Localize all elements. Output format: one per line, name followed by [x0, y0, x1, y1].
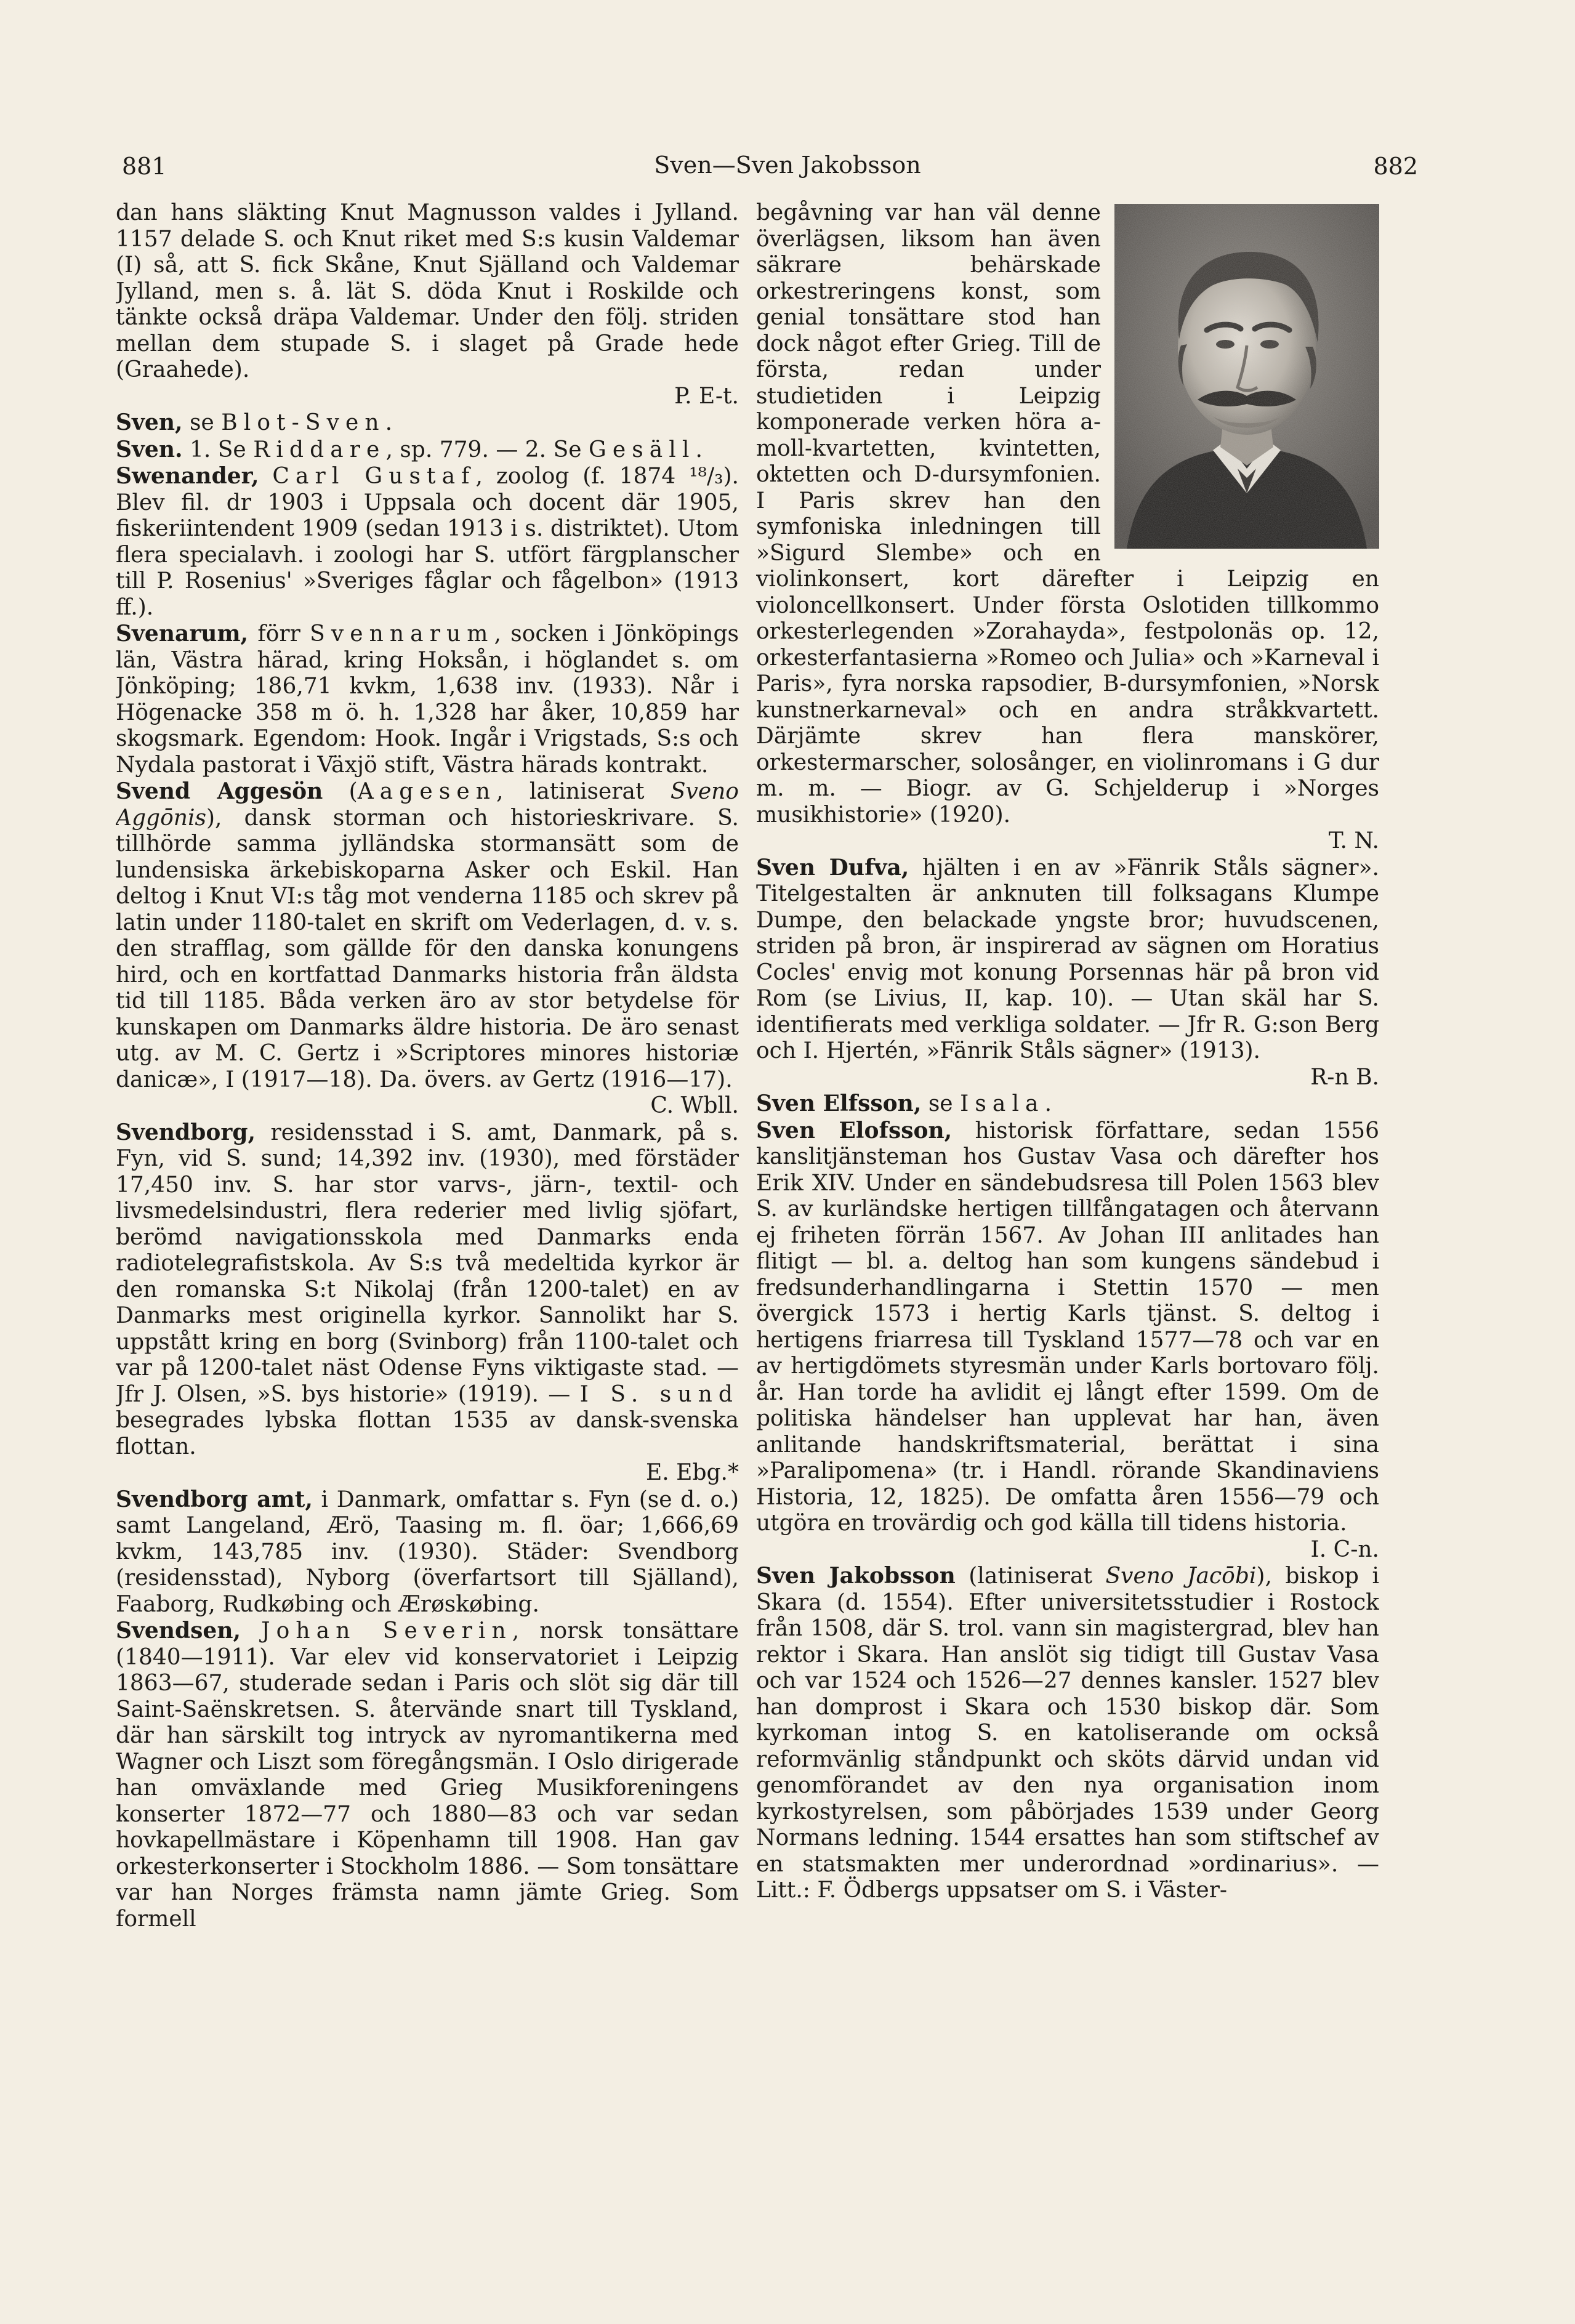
entry-text: Carl Gustaf: [272, 464, 476, 489]
entry-headword: Svendborg amt,: [116, 1486, 313, 1512]
entry-headword: Svendborg,: [116, 1119, 256, 1145]
entry-headword: Svendsen,: [116, 1618, 241, 1644]
entry-headword: Sven Jakobsson: [756, 1563, 956, 1589]
entry-text: Sveno Jacōbi: [1105, 1563, 1257, 1589]
article-entry: [116, 1120, 739, 1487]
author-signature: P. E-t.: [674, 383, 739, 409]
entry-text: Gesäll.: [588, 437, 709, 462]
entry-text: , zoolog (f. 1874 ¹⁸/₃). Blev fil. dr 1903 i Uppsala och docent där 1905, fiskeriintendent 1909 (sedan 1913 i s. distriktet). Utom flera specialavh. i zoologi har S. utfört färgplanscher till P. Rosenius' »Sveriges fåglar och fågelbon» (1913 ff.).: [116, 464, 739, 620]
entry-text: begåvning var han väl denne överlägsen, liksom han även säkrare behärskade orkestreringens konst, som genial tonsättare stod han dock något efter Grieg. Till de första, redan under studietiden i Leipzig komponerade verken höra a-moll-kvartetten, kvintetten, oktetten och D-dursymfonien. I Paris skrev han den symfoniska inledningen till »Sigurd Slembe» och en violinkonsert, kort därefter i Leipzig en violoncellkonsert. Under första Oslotiden tillkommo orkesterlegenden »Zorahayda», festpolonäs op. 12, orkesterfantasierna »Romeo och Julia» och »Karneval i Paris», fyra norska rapsodier, B-dursymfonien, »Norsk kunstnerkarneval» och en andra stråkkvartett. Därjämte skrev han flera manskörer, orkestermarscher, solosånger, en violinromans i G dur m. m. — Biogr. av G. Schjelderup i »Norges musikhistorie» (1920).: [756, 200, 1379, 828]
entry-text: Isala.: [960, 1091, 1058, 1116]
portrait-photo-icon: [1114, 204, 1379, 549]
entry-text: , norsk tonsättare (1840—1911). Var elev vid konservatoriet i Leipzig 1863—67, studerade sedan i Paris och slöt sig där till Saint-Saënskretsen. S. återvände snart till Tyskland, där han särskilt tog intryck av nyromantikerna med Wagner och Liszt som föregångsmän. I Oslo dirigerade han omväxlande med Grieg Musikforeningens konserter 1872—77 och 1880—83 och var sedan hovkapellmästare i Köpenhamn till 1908. Han gav orkesterkonserter i Stockholm 1886. — Som tonsättare var han Norges främsta namn jämte Grieg. Som formell: [116, 1618, 739, 1932]
entry-text: se: [921, 1091, 961, 1116]
entry-text: se: [182, 410, 222, 435]
article-entry: [116, 621, 739, 778]
article-entry: [116, 410, 739, 437]
article-entry: [756, 1563, 1379, 1904]
entry-headword: Sven,: [116, 410, 183, 435]
entry-text: 1. Se: [182, 437, 254, 462]
entry-text: [259, 464, 273, 489]
entry-text: Johan Severin: [261, 1618, 512, 1644]
entry-headword: Sven.: [116, 436, 183, 462]
entry-text: (latiniserat: [955, 1563, 1106, 1589]
entry-text: Svennarum: [310, 621, 494, 647]
entry-text: Riddare: [253, 437, 386, 462]
entry-text: dan hans släkting Knut Magnusson valdes i Jylland. 1157 delade S. och Knut riket med S:s kusin Valdemar (I) så, att S. fick Skåne, Knut Själland och Valdemar Jylland, men s. å. lät S. döda Knut i Roskilde och tänkte också dräpa Valdemar. Under den följ. striden mellan dem stupade S. i slaget på Grade hede (Graahede).: [116, 200, 739, 382]
entry-text: ), dansk storman och historieskrivare. S. tillhörde samma jylländska stormansätt som de lundensiska ärkebiskoparna Asker och Eskil. Han deltog i Knut VI:s tåg mot venderna 1185 och skrev på latin under 1180-talet en skrift om Vederlagen, d. v. s. den strafflag, som gällde för den danska konungens hird, och en kortfattad Danmarks historia från äldsta tid till 1185. Båda verken äro av stor betydelse för kunskapen om Danmarks äldre historia. De äro senast utg. av M. C. Gertz i »Scriptores minores historiæ danicæ», I (1917—18). Da. övers. av Gertz (1916—17).: [116, 805, 739, 1092]
entry-headword: Svend Aggesön: [116, 778, 323, 804]
article-entry: [116, 1487, 739, 1618]
article-entry: [116, 778, 739, 1120]
entry-text: förr: [248, 621, 310, 647]
article-entry: [756, 1091, 1379, 1118]
author-signature: T. N.: [1328, 828, 1379, 853]
running-header: Sven—Sven Jakobsson: [654, 151, 921, 179]
page-number-right: 882: [1373, 153, 1418, 180]
entry-text: , sp. 779. — 2. Se: [385, 437, 589, 462]
article-entry: [756, 855, 1379, 1091]
page-number-left: 881: [122, 153, 167, 180]
entry-text: i Danmark, omfattar s. Fyn (se d. o.) samt Langeland, Ærö, Taasing m. fl. öar; 1,666,69 kvkm, 143,785 inv. (1930). Städer: Svendborg (residensstad), Nyborg (överfartsort till Själland), Faaborg, Rudkøbing och Ærøskøbing.: [116, 1487, 739, 1617]
entry-headword: Sven Dufva,: [756, 854, 909, 881]
entry-text: Aagesen: [357, 779, 497, 804]
entry-headword: Swenander,: [116, 463, 259, 489]
article-entry: [116, 437, 739, 464]
entry-text: Blot-Sven.: [221, 410, 399, 435]
article-entry: [116, 1618, 739, 1932]
entry-text: ), biskop i Skara (d. 1554). Efter universitetsstudier i Rostock från 1508, där S. trol. vann sin magistergrad, blev han rektor i Skara. Han anslöt sig tidigt till Gustav Vasa och var 1524 och 1526—27 dennes kansler. 1527 blev han domprost i Skara och 1530 biskop där. Som kyrkoman intog S. en katoliserande om också reformvänlig ståndpunkt och sköts därvid undan vid genomförandet av den nya organisation inom kyrkostyrelsen, som påbörjades 1539 under Georg Normans ledning. 1544 ersattes han som stiftschef av en statsmakten mer underordnad »ordinarius». — Litt.: F. Ödbergs uppsatser om S. i Väster-: [756, 1563, 1379, 1903]
entry-headword: Svenarum,: [116, 621, 249, 647]
entry-text: besegrades lybska flottan 1535 av dansk-svenska flottan.: [116, 1408, 739, 1459]
entry-text: Sveno Aggōnis: [116, 779, 739, 831]
entry-text: I S. sund: [579, 1381, 739, 1407]
entry-text: hjälten i en av »Fänrik Ståls sägner». Titelgestalten är anknuten till folksagans Klumpe Dumpe, den belackade yngste bror; huvudscenen, striden på bron, är inspirerad av sägnen om Horatius Cocles' envig mot konung Porsennas här på bron vid Rom (se Livius, II, kap. 10). — Utan skäl har S. identifierats med verkliga soldater. — Jfr R. G:son Berg och I. Hjertén, »Fänrik Ståls sägner» (1913).: [756, 855, 1379, 1063]
entry-text: , latiniserat: [496, 779, 671, 804]
article-entry: [116, 200, 739, 410]
entry-text: residensstad i S. amt, Danmark, på s. Fyn, vid S. sund; 14,392 inv. (1930), med förstäder 17,450 inv. S. har stor varvs-, järn-, textil- och livsmedelsindustri, flera rederier med livlig sjöfart, berömd navigationsskola med Danmarks enda radiotelegrafistskola. Av S:s två medeltida kyrkor är den romanska S:t Nikolaj (från 1200-talet) en av Danmarks mest originella kyrkor. Sannolikt har S. uppstått kring en borg (Svinborg) från 1100-talet och var på 1200-talet näst Odense Fyns viktigaste stad. — Jfr J. Olsen, »S. bys historie» (1919). —: [116, 1120, 739, 1407]
author-signature: R-n B.: [1310, 1064, 1379, 1090]
article-entry: [756, 1118, 1379, 1563]
entry-headword: Sven Elofsson,: [756, 1117, 953, 1144]
author-signature: E. Ebg.*: [646, 1460, 739, 1485]
article-entry: [116, 463, 739, 621]
entry-text: , socken i Jönköpings län, Västra härad, kring Hoksån, i höglandet s. om Jönköping; 186,71 kvkm, 1,638 inv. (1933). Når i Högenacke 358 m ö. h. 1,328 har åker, 10,859 har skogsmark. Egendom: Hook. Ingår i Vrigstads, S:s och Nydala pastorat i Växjö stift, Västra härads kontrakt.: [116, 621, 739, 778]
entry-text: historisk författare, sedan 1556 kanslitjänsteman hos Gustav Vasa och därefter hos Erik XIV. Under en sändebudsresa till Polen 1563 blev S. av kurländske hertigen tillfångatagen och återvann ej friheten förrän 1567. Av Johan III anlitades han flitigt — bl. a. deltog han som kungens sändebud i fredsunderhandlingarna i Stettin 1570 — men övergick 1573 i hertig Karls tjänst. S. deltog i hertigens friarresa till Tyskland 1577—78 och var en av hertigdömets styresmän under Karls bortovaro följ. år. Han torde ha avlidit ej långt efter 1599. Om de politiska händelser han upplevat har han, även anlitande handskriftsmaterial, berättat i sina »Paralipomena» (tr. i Handl. rörande Skandinaviens Historia, 12, 1825). De omfatta åren 1556—79 och utgöra en trovärdig och god källa till tidens historia.: [756, 1118, 1379, 1536]
right-column: [756, 200, 1379, 2294]
entry-text: [241, 1618, 261, 1644]
entry-headword: Sven Elfsson,: [756, 1091, 922, 1116]
author-signature: C. Wbll.: [650, 1093, 739, 1118]
entry-text: (: [323, 779, 358, 804]
left-column: [116, 200, 739, 2294]
author-signature: I. C-n.: [1310, 1536, 1379, 1562]
